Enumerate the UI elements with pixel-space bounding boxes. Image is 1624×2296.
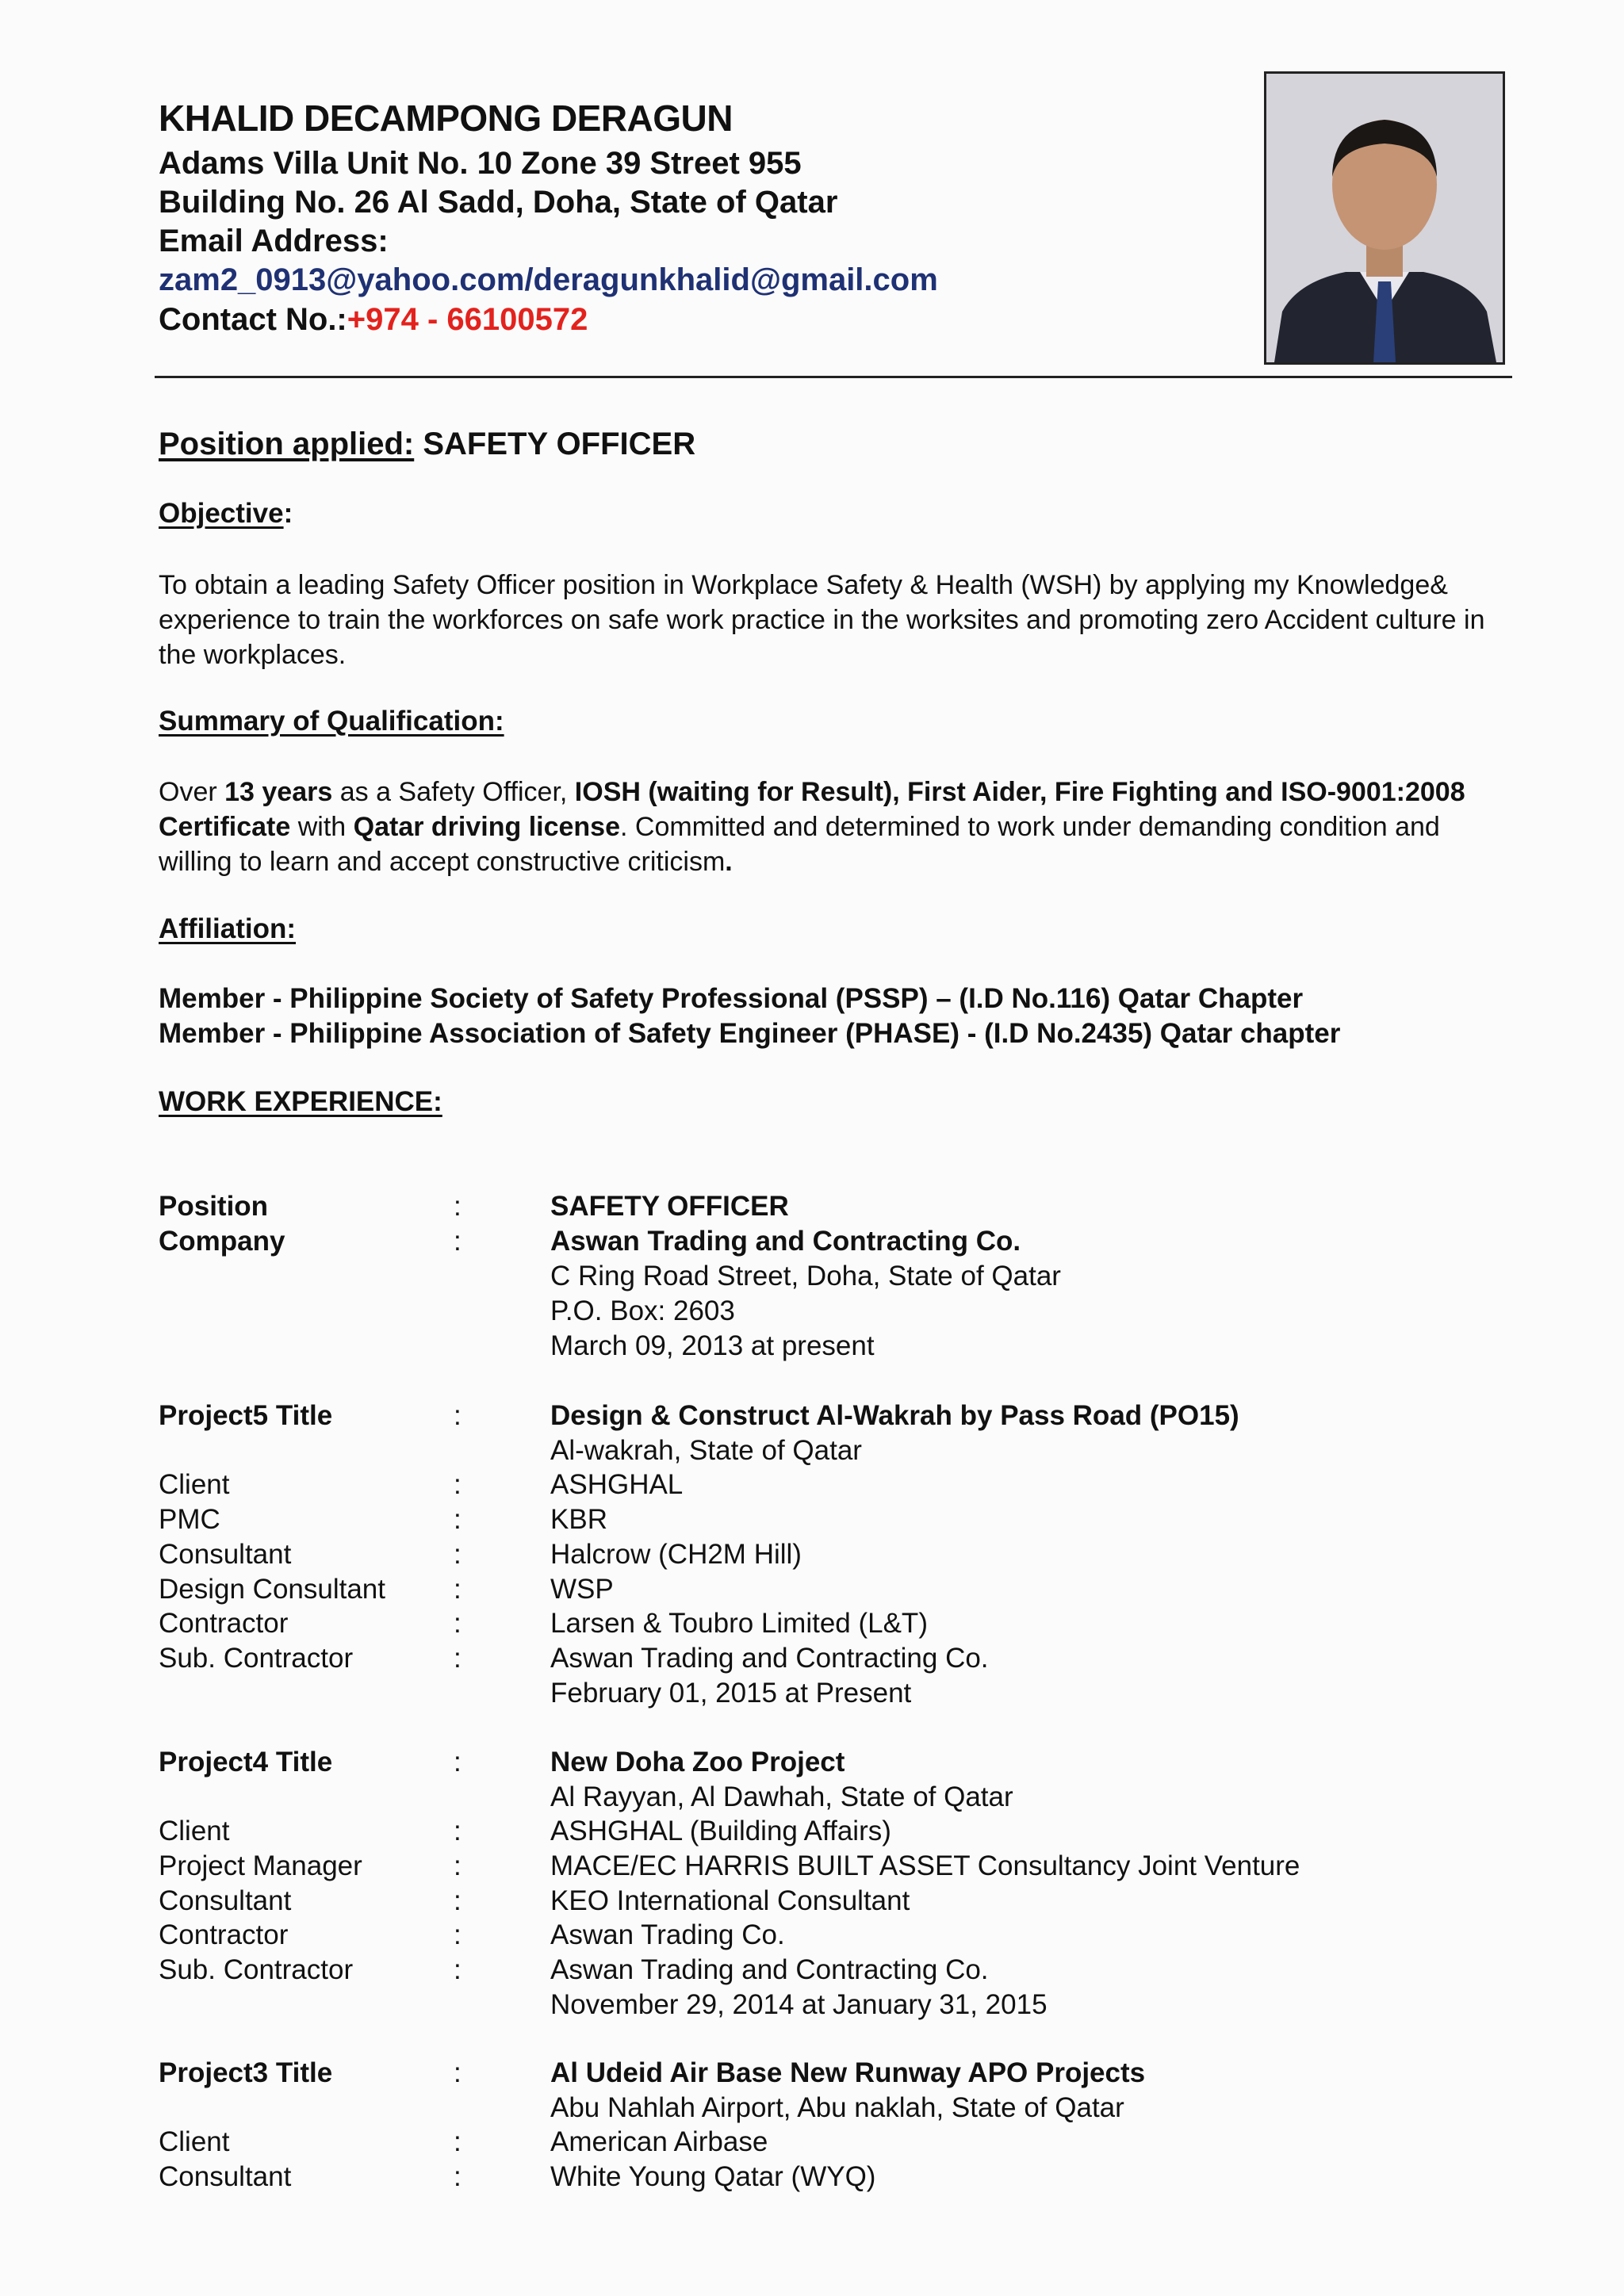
- project5-sub-contractor-label: Sub. Contractor: [159, 1643, 354, 1674]
- colon: :: [454, 1469, 462, 1500]
- affiliation-item: Member - Philippine Association of Safety Engineer (PHASE) - (I.D No.2435) Qatar chapter: [159, 1018, 1341, 1049]
- project3-title-label: Project3 Title: [159, 2057, 333, 2088]
- profile-photo: [1264, 71, 1505, 365]
- summary-text-3: with: [290, 812, 354, 842]
- project4-client-label: Client: [159, 1816, 230, 1846]
- project4-consultant: KEO International Consultant: [550, 1885, 910, 1916]
- colon: :: [454, 1850, 462, 1881]
- project4-title-label: Project4 Title: [159, 1747, 333, 1777]
- project5-contractor-label: Contractor: [159, 1608, 289, 1639]
- colon: :: [454, 1954, 462, 1985]
- project5-sub-contractor: Aswan Trading and Contracting Co.: [550, 1643, 989, 1674]
- address-line-1: Adams Villa Unit No. 10 Zone 39 Street 955: [159, 146, 802, 181]
- header-divider: [155, 376, 1512, 378]
- project3-client: American Airbase: [550, 2126, 768, 2157]
- project5-design-consultant: WSP: [550, 1574, 614, 1605]
- project5-date: February 01, 2015 at Present: [550, 1678, 912, 1709]
- colon: :: [454, 1919, 462, 1950]
- project4-title: New Doha Zoo Project: [550, 1747, 845, 1777]
- summary-period: .: [725, 847, 733, 877]
- person-portrait-icon: [1266, 74, 1503, 362]
- position-value: SAFETY OFFICER: [550, 1191, 789, 1222]
- project3-location: Abu Nahlah Airport, Abu naklah, State of Qatar: [550, 2092, 1124, 2123]
- project4-client: ASHGHAL (Building Affairs): [550, 1816, 891, 1846]
- colon: :: [454, 1504, 462, 1535]
- colon: :: [454, 2126, 462, 2157]
- summary-text-1: Over: [159, 777, 225, 807]
- company-address: C Ring Road Street, Doha, State of Qatar: [550, 1261, 1061, 1292]
- project4-location: Al Rayyan, Al Dawhah, State of Qatar: [550, 1781, 1013, 1812]
- summary-years: 13 years: [224, 777, 333, 807]
- colon: :: [454, 1574, 462, 1605]
- candidate-name: KHALID DECAMPONG DERAGUN: [159, 98, 733, 139]
- affiliation-item: Member - Philippine Society of Safety Professional (PSSP) – (I.D No.116) Qatar Chapter: [159, 983, 1304, 1014]
- summary-certificates: IOSH (waiting for Result), First Aider, Fire Fighting and ISO-9001:2008 Certificate: [159, 777, 1465, 842]
- colon: :: [454, 1539, 462, 1570]
- project3-client-label: Client: [159, 2126, 230, 2157]
- colon: :: [454, 1191, 462, 1222]
- project5-consultant-label: Consultant: [159, 1539, 292, 1570]
- position-applied-label: Position applied:: [159, 427, 415, 461]
- position-applied: [159, 427, 695, 462]
- project5-title-label: Project5 Title: [159, 1400, 333, 1431]
- objective-colon: :: [283, 498, 293, 529]
- colon: :: [454, 2161, 462, 2192]
- colon: :: [454, 2057, 462, 2088]
- colon: :: [454, 1400, 462, 1431]
- summary-heading: Summary of Qualification:: [159, 706, 504, 737]
- contact-label: Contact No.:: [159, 302, 347, 337]
- contact-number[interactable]: +974 - 66100572: [347, 302, 588, 337]
- project5-pmc: KBR: [550, 1504, 607, 1535]
- company-pobox: P.O. Box: 2603: [550, 1295, 735, 1326]
- company-name: Aswan Trading and Contracting Co.: [550, 1226, 1021, 1257]
- project5-contractor: Larsen & Toubro Limited (L&T): [550, 1608, 928, 1639]
- summary-text-4: . Committed and determined to work under demanding condition and willing to learn and accept constructive criticism: [159, 812, 1440, 877]
- colon: :: [454, 1643, 462, 1674]
- project5-client-label: Client: [159, 1469, 230, 1500]
- objective-text: To obtain a leading Safety Officer position in Workplace Safety & Health (WSH) by applying my Knowledge& experience to train the workforces on safe work practice in the worksites and promoting zero Accident culture in the workplaces.: [159, 570, 1485, 670]
- project3-consultant-label: Consultant: [159, 2161, 292, 2192]
- address-line-2: Building No. 26 Al Sadd, Doha, State of Qatar: [159, 185, 838, 220]
- position-label: Position: [159, 1191, 269, 1222]
- colon: :: [454, 1816, 462, 1846]
- project4-contractor: Aswan Trading Co.: [550, 1919, 785, 1950]
- colon: :: [454, 1747, 462, 1777]
- project5-consultant: Halcrow (CH2M Hill): [550, 1539, 802, 1570]
- colon: :: [454, 1226, 462, 1257]
- summary-license: Qatar driving license: [353, 812, 620, 842]
- summary-text: [159, 775, 1515, 879]
- project3-consultant: White Young Qatar (WYQ): [550, 2161, 876, 2192]
- project5-title: Design & Construct Al-Wakrah by Pass Road (PO15): [550, 1400, 1239, 1431]
- project3-title: Al Udeid Air Base New Runway APO Projects: [550, 2057, 1146, 2088]
- project4-pm-label: Project Manager: [159, 1850, 362, 1881]
- project5-client: ASHGHAL: [550, 1469, 684, 1500]
- project5-design-consultant-label: Design Consultant: [159, 1574, 385, 1605]
- colon: :: [454, 1608, 462, 1639]
- position-applied-value: SAFETY OFFICER: [414, 427, 696, 461]
- project4-sub-contractor-label: Sub. Contractor: [159, 1954, 354, 1985]
- project4-sub-contractor: Aswan Trading and Contracting Co.: [550, 1954, 989, 1985]
- company-label: Company: [159, 1226, 285, 1257]
- project4-consultant-label: Consultant: [159, 1885, 292, 1916]
- email-label: Email Address:: [159, 224, 389, 258]
- project4-date: November 29, 2014 at January 31, 2015: [550, 1989, 1048, 2020]
- company-date: March 09, 2013 at present: [550, 1330, 875, 1361]
- objective-heading: Objective: [159, 498, 284, 529]
- project5-pmc-label: PMC: [159, 1504, 220, 1535]
- affiliation-heading: Affiliation:: [159, 913, 297, 944]
- summary-text-2: as a Safety Officer,: [332, 777, 575, 807]
- email-address[interactable]: zam2_0913@yahoo.com/deragunkhalid@gmail.com: [159, 262, 938, 297]
- work-experience-heading: WORK EXPERIENCE:: [159, 1086, 442, 1117]
- project5-location: Al-wakrah, State of Qatar: [550, 1435, 862, 1466]
- project4-contractor-label: Contractor: [159, 1919, 289, 1950]
- objective-heading-line: [159, 498, 293, 530]
- project4-pm: MACE/EC HARRIS BUILT ASSET Consultancy Joint Venture: [550, 1850, 1300, 1881]
- contact-line: [159, 302, 588, 338]
- colon: :: [454, 1885, 462, 1916]
